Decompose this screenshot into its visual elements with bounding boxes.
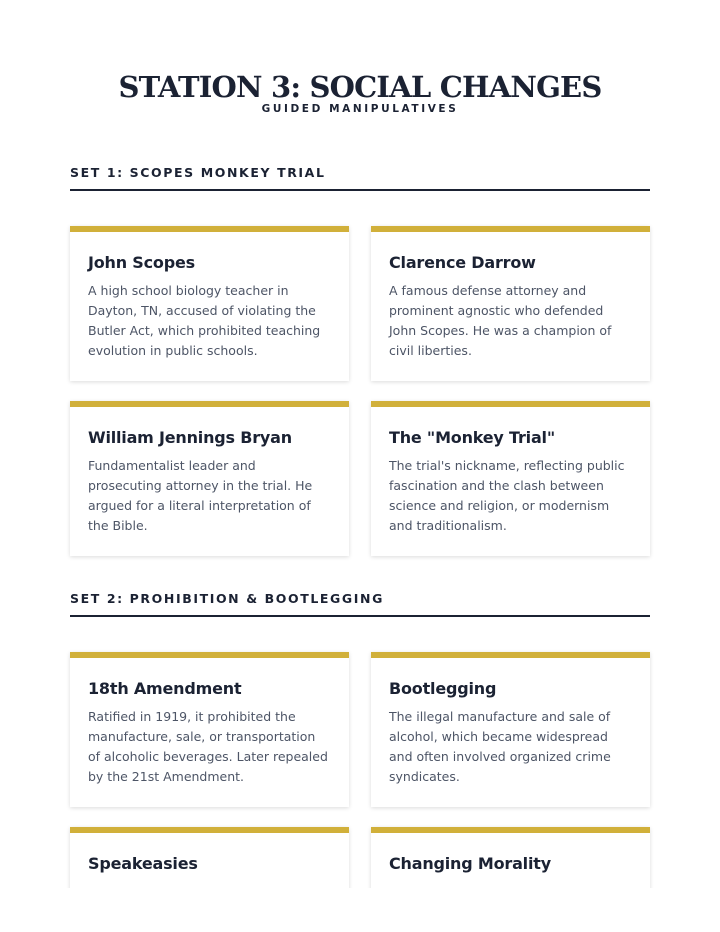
card-description: The trial's nickname, reflecting public fascination and the clash between science and religion, or modernism and traditionalism. (389, 458, 625, 533)
page-cutoff (0, 888, 720, 932)
card-william-jennings-bryan (70, 401, 349, 556)
set-1-card-grid (70, 226, 650, 556)
set-1-heading: SET 1: SCOPES MONKEY TRIAL (70, 165, 650, 191)
card-john-scopes (70, 226, 349, 381)
card-title: John Scopes (88, 253, 195, 272)
card-title: Changing Morality (389, 854, 551, 873)
card-bootlegging (371, 652, 650, 807)
card-description: A famous defense attorney and prominent agnostic who defended John Scopes. He was a champion of civil liberties. (389, 283, 612, 358)
card-title: The "Monkey Trial" (389, 428, 555, 447)
card-description: Ratified in 1919, it prohibited the manufacture, sale, or transportation of alcoholic beverages. Later repealed by the 21st Amendment. (88, 709, 328, 784)
card-description: Fundamentalist leader and prosecuting attorney in the trial. He argued for a literal interpretation of the Bible. (88, 458, 313, 533)
page-header (0, 0, 720, 115)
card-monkey-trial (371, 401, 650, 556)
page-title: STATION 3: SOCIAL CHANGES (118, 70, 602, 104)
card-title: Bootlegging (389, 679, 497, 698)
card-title: 18th Amendment (88, 679, 242, 698)
card-title: Clarence Darrow (389, 253, 536, 272)
set-1-section (70, 165, 650, 556)
page-subtitle: GUIDED MANIPULATIVES (261, 103, 459, 115)
card-description: The illegal manufacture and sale of alcohol, which became widespread and often involved organized crime syndicates. (389, 709, 611, 784)
card-title: William Jennings Bryan (88, 428, 292, 447)
card-18th-amendment (70, 652, 349, 807)
card-clarence-darrow (371, 226, 650, 381)
set-2-heading: SET 2: PROHIBITION & BOOTLEGGING (70, 591, 650, 617)
card-description: A high school biology teacher in Dayton, TN, accused of violating the Butler Act, which prohibited teaching evolution in public schools. (88, 283, 321, 358)
set-2-section (70, 591, 650, 932)
card-title: Speakeasies (88, 854, 198, 873)
